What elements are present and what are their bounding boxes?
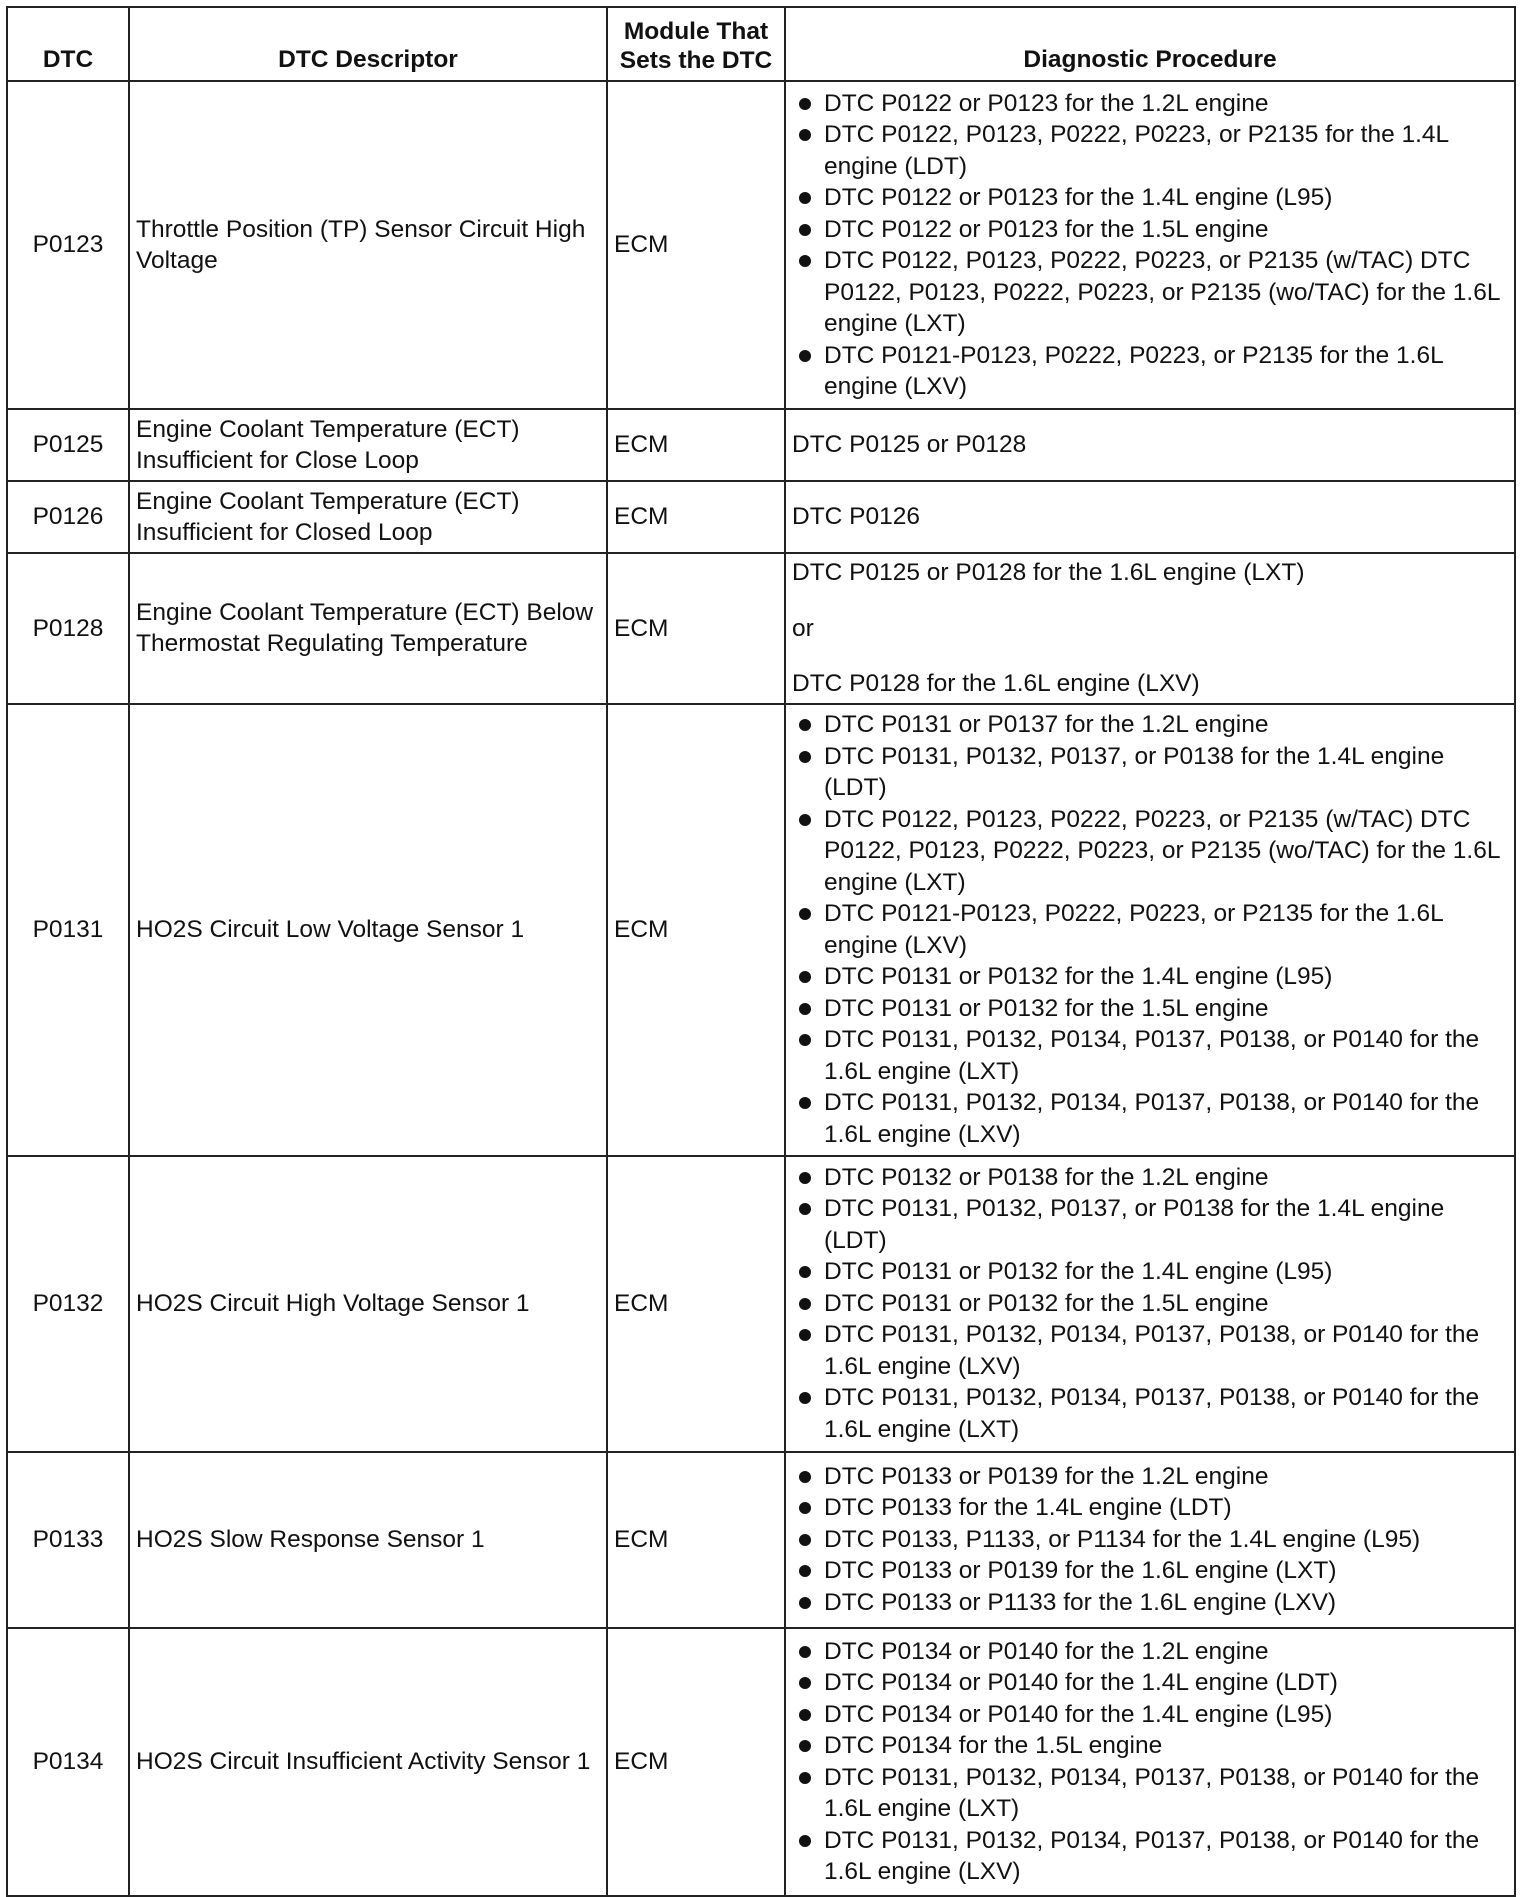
- procedure-item: DTC P0133 for the 1.4L engine (LDT): [824, 1492, 1508, 1524]
- procedure-item: DTC P0122 or P0123 for the 1.2L engine: [824, 88, 1508, 120]
- procedure-item: DTC P0133, P1133, or P1134 for the 1.4L engine (L95): [824, 1524, 1508, 1556]
- procedure-list: [792, 1162, 1508, 1446]
- procedure-cell: [785, 409, 1515, 481]
- procedure-item: DTC P0121-P0123, P0222, P0223, or P2135 for the 1.6L engine (LXV): [824, 340, 1508, 403]
- procedure-cell: [785, 1452, 1515, 1628]
- table-row: [7, 81, 1515, 409]
- descriptor-cell: Throttle Position (TP) Sensor Circuit High Voltage: [129, 81, 607, 409]
- procedure-item: DTC P0134 or P0140 for the 1.2L engine: [824, 1636, 1508, 1668]
- header-dtc: DTC: [7, 7, 129, 81]
- procedure-cell: [785, 81, 1515, 409]
- procedure-item: DTC P0131 or P0137 for the 1.2L engine: [824, 709, 1508, 741]
- header-descriptor: DTC Descriptor: [129, 7, 607, 81]
- dtc-code-cell: P0123: [7, 81, 129, 409]
- procedure-item: DTC P0131, P0132, P0134, P0137, P0138, or P0140 for the 1.6L engine (LXT): [824, 1024, 1508, 1087]
- descriptor-cell: Engine Coolant Temperature (ECT) Below Thermostat Regulating Temperature: [129, 553, 607, 704]
- procedure-item: DTC P0131, P0132, P0134, P0137, P0138, or P0140 for the 1.6L engine (LXV): [824, 1087, 1508, 1150]
- procedure-text: DTC P0126: [792, 503, 921, 531]
- table-row: [7, 409, 1515, 481]
- procedure-item: DTC P0122, P0123, P0222, P0223, or P2135 (w/TAC) DTC P0122, P0123, P0222, P0223, or P2135 (wo/TAC) for the 1.6L engine (LXT): [824, 245, 1508, 340]
- descriptor-cell: HO2S Circuit Low Voltage Sensor 1: [129, 704, 607, 1156]
- procedure-text: DTC P0125 or P0128 for the 1.6L engine (LXT): [792, 559, 1305, 586]
- procedure-item: DTC P0134 for the 1.5L engine: [824, 1730, 1508, 1762]
- module-cell: ECM: [607, 481, 785, 553]
- procedure-item: DTC P0122 or P0123 for the 1.4L engine (L95): [824, 182, 1508, 214]
- descriptor-cell: Engine Coolant Temperature (ECT) Insufficient for Closed Loop: [129, 481, 607, 553]
- dtc-code-cell: P0128: [7, 553, 129, 704]
- dtc-code-cell: P0132: [7, 1156, 129, 1452]
- procedure-item: DTC P0121-P0123, P0222, P0223, or P2135 for the 1.6L engine (LXV): [824, 898, 1508, 961]
- procedure-text: DTC P0125 or P0128: [792, 431, 1027, 459]
- descriptor-cell: Engine Coolant Temperature (ECT) Insufficient for Close Loop: [129, 409, 607, 481]
- procedure-item: DTC P0133 or P1133 for the 1.6L engine (LXV): [824, 1587, 1508, 1619]
- procedure-item: DTC P0131, P0132, P0134, P0137, P0138, or P0140 for the 1.6L engine (LXT): [824, 1382, 1508, 1445]
- procedure-item: DTC P0131, P0132, P0137, or P0138 for the 1.4L engine (LDT): [824, 1193, 1508, 1256]
- dtc-code-cell: P0126: [7, 481, 129, 553]
- procedure-item: DTC P0122, P0123, P0222, P0223, or P2135 for the 1.4L engine (LDT): [824, 119, 1508, 182]
- procedure-list: [792, 1461, 1508, 1619]
- descriptor-cell: HO2S Slow Response Sensor 1: [129, 1452, 607, 1628]
- procedure-cell: [785, 553, 1515, 704]
- procedure-item: DTC P0122, P0123, P0222, P0223, or P2135 (w/TAC) DTC P0122, P0123, P0222, P0223, or P2135 (wo/TAC) for the 1.6L engine (LXT): [824, 804, 1508, 899]
- table-row: [7, 1156, 1515, 1452]
- table-row: [7, 1452, 1515, 1628]
- procedure-item: DTC P0134 or P0140 for the 1.4L engine (L95): [824, 1699, 1508, 1731]
- procedure-list: [792, 1636, 1508, 1888]
- dtc-code-cell: P0134: [7, 1628, 129, 1896]
- module-cell: ECM: [607, 409, 785, 481]
- procedure-item: DTC P0133 or P0139 for the 1.6L engine (LXT): [824, 1555, 1508, 1587]
- header-module: Module That Sets the DTC: [607, 7, 785, 81]
- module-cell: ECM: [607, 704, 785, 1156]
- procedure-item: DTC P0122 or P0123 for the 1.5L engine: [824, 214, 1508, 246]
- procedure-list: [792, 88, 1508, 403]
- procedure-item: DTC P0133 or P0139 for the 1.2L engine: [824, 1461, 1508, 1493]
- module-cell: ECM: [607, 553, 785, 704]
- procedure-text: or: [792, 614, 814, 642]
- descriptor-cell: HO2S Circuit High Voltage Sensor 1: [129, 1156, 607, 1452]
- table-row: [7, 704, 1515, 1156]
- procedure-list: [792, 709, 1508, 1150]
- procedure-item: DTC P0131 or P0132 for the 1.4L engine (L95): [824, 1256, 1508, 1288]
- procedure-item: DTC P0131 or P0132 for the 1.5L engine: [824, 993, 1508, 1025]
- procedure-item: DTC P0131, P0132, P0137, or P0138 for the 1.4L engine (LDT): [824, 741, 1508, 804]
- table-body: [7, 81, 1515, 1896]
- procedure-cell: [785, 704, 1515, 1156]
- dtc-table: [6, 6, 1516, 1897]
- header-procedure: Diagnostic Procedure: [785, 7, 1515, 81]
- table-row: [7, 481, 1515, 553]
- procedure-item: DTC P0131, P0132, P0134, P0137, P0138, or P0140 for the 1.6L engine (LXV): [824, 1319, 1508, 1382]
- table-header-row: [7, 7, 1515, 81]
- procedure-cell: [785, 1628, 1515, 1896]
- procedure-item: DTC P0131, P0132, P0134, P0137, P0138, or P0140 for the 1.6L engine (LXV): [824, 1825, 1508, 1888]
- dtc-code-cell: P0131: [7, 704, 129, 1156]
- dtc-code-cell: P0125: [7, 409, 129, 481]
- module-cell: ECM: [607, 1628, 785, 1896]
- descriptor-cell: HO2S Circuit Insufficient Activity Sensor 1: [129, 1628, 607, 1896]
- dtc-code-cell: P0133: [7, 1452, 129, 1628]
- procedure-item: DTC P0131 or P0132 for the 1.5L engine: [824, 1288, 1508, 1320]
- procedure-cell: [785, 1156, 1515, 1452]
- procedure-item: DTC P0131 or P0132 for the 1.4L engine (L95): [824, 961, 1508, 993]
- module-cell: ECM: [607, 81, 785, 409]
- table-row: [7, 1628, 1515, 1896]
- procedure-text: DTC P0128 for the 1.6L engine (LXV): [792, 670, 1200, 697]
- procedure-item: DTC P0132 or P0138 for the 1.2L engine: [824, 1162, 1508, 1194]
- module-cell: ECM: [607, 1452, 785, 1628]
- procedure-item: DTC P0131, P0132, P0134, P0137, P0138, or P0140 for the 1.6L engine (LXT): [824, 1762, 1508, 1825]
- table-row: [7, 553, 1515, 704]
- procedure-item: DTC P0134 or P0140 for the 1.4L engine (LDT): [824, 1667, 1508, 1699]
- module-cell: ECM: [607, 1156, 785, 1452]
- procedure-cell: [785, 481, 1515, 553]
